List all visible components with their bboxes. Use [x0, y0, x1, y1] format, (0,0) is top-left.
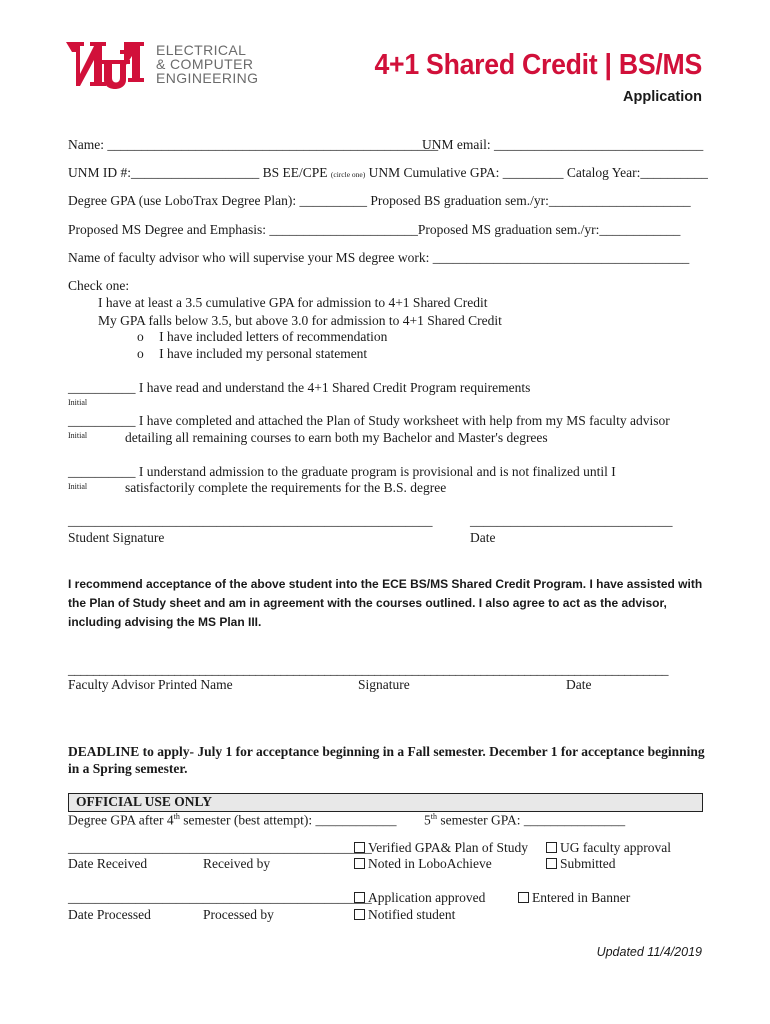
initial-item-3[interactable] [68, 464, 616, 480]
checkbox-icon[interactable] [354, 909, 365, 920]
faculty-advisor-field[interactable]: Name of faculty advisor who will supervise your MS degree work: ______________________________________ [68, 250, 690, 265]
initial-item-3-text-cont: satisfactorily complete the requirements for the B.S. degree [125, 480, 447, 495]
checkbox-icon[interactable] [546, 858, 557, 869]
verified-gpa-label: Verified GPA& Plan of Study [368, 840, 529, 855]
ug-approval-label: UG faculty approval [560, 840, 671, 855]
student-signature-label: Student Signature [68, 530, 165, 545]
checkbox-icon[interactable] [354, 858, 365, 869]
gpa-option-1[interactable] [88, 295, 488, 311]
updated-date: Updated 11/4/2019 [596, 945, 702, 959]
submitted-checkbox[interactable] [546, 856, 616, 872]
checkbox-icon[interactable] [354, 892, 365, 903]
unm-email-field[interactable]: UNM email: _______________________________ [422, 137, 704, 152]
faculty-signature-label: Signature [358, 677, 410, 692]
processed-by-label: Processed by [203, 907, 274, 922]
sub-option-statement [137, 346, 367, 362]
deadline-text: DEADLINE to apply- July 1 for acceptance beginning in a Fall semester. December 1 for acceptance beginning in a Spring semester. [68, 744, 705, 776]
sub-option-letters-label: I have included letters of recommendation [159, 329, 388, 344]
unm-logo [64, 40, 284, 96]
ordinal-suffix: th [430, 812, 437, 821]
unm-id-field[interactable] [68, 165, 708, 181]
notified-student-checkbox[interactable] [354, 907, 455, 923]
noted-loboachieve-label: Noted in LoboAchieve [368, 856, 492, 871]
gpa-after-4th-field[interactable] [68, 812, 397, 829]
submitted-label: Submitted [560, 856, 616, 871]
student-date-line[interactable]: ______________________________ [470, 513, 673, 528]
official-use-title: OFFICIAL USE ONLY [76, 794, 213, 809]
logo-line-3: ENGINEERING [156, 70, 259, 86]
checkbox-icon[interactable] [546, 842, 557, 853]
initial-item-2[interactable] [68, 413, 670, 429]
received-by-label: Received by [203, 856, 271, 871]
bullet-icon: o [137, 329, 144, 344]
date-received-line[interactable]: _____________________________________________ [68, 840, 372, 855]
checkbox-icon[interactable] [354, 842, 365, 853]
gpa-5th-rest: semester GPA: _______________ [436, 812, 626, 828]
entered-banner-checkbox[interactable] [518, 890, 630, 906]
gpa-option-2[interactable] [88, 313, 502, 329]
page-title: 4+1 Shared Credit | BS/MS [374, 49, 702, 81]
initial-item-1[interactable] [68, 380, 530, 396]
initial-item-2-text: I have completed and attached the Plan of Study worksheet with help from my MS faculty advisor [138, 413, 670, 428]
entered-banner-label: Entered in Banner [532, 890, 631, 905]
unm-id-label: UNM ID #:___________________ BS EE/CPE [68, 165, 328, 180]
date-received-label: Date Received [68, 856, 148, 871]
gpa-after-4th-rest: semester (best attempt): ____________ [179, 812, 397, 828]
checkbox-icon[interactable] [518, 892, 529, 903]
date-processed-label: Date Processed [68, 907, 151, 922]
initial-blank[interactable]: __________ [68, 413, 136, 428]
page-subtitle: Application [623, 89, 702, 105]
name-field[interactable]: Name: _________________________________________________ [68, 137, 439, 152]
logo-line-2: & COMPUTER [156, 56, 254, 72]
initial-blank[interactable]: __________ [68, 380, 136, 395]
recommend-text: I recommend acceptance of the above student into the ECE BS/MS Shared Credit Program. I have assisted with the Plan of Study sheet and am in agreement with the courses outlined. I also agree to act as the advisor, including advising the MS Plan III. [68, 577, 703, 629]
gpa-option-2-label: My GPA falls below 3.5, but above 3.0 for admission to 4+1 Shared Credit [98, 313, 502, 328]
student-date-label: Date [470, 530, 496, 545]
initial-label: Initial [68, 398, 88, 407]
gpa-after-4th-label: Degree GPA after 4 [68, 812, 174, 828]
faculty-date-label: Date [566, 677, 592, 692]
gpa-5th-field[interactable] [424, 812, 625, 829]
ug-approval-checkbox[interactable] [546, 840, 671, 856]
initial-label: Initial [68, 482, 88, 491]
faculty-signature-line[interactable]: ________________________________________________________________________________________________ [68, 662, 668, 677]
initial-item-2-text-cont: detailing all remaining courses to earn both my Bachelor and Master's degrees [125, 430, 548, 445]
notified-student-label: Notified student [368, 907, 456, 922]
initial-label: Initial [68, 431, 88, 440]
bullet-icon: o [137, 346, 144, 361]
app-approved-checkbox[interactable] [354, 890, 485, 906]
student-signature-line[interactable]: ______________________________________________________ [68, 513, 433, 528]
sub-option-letters [137, 329, 387, 345]
date-processed-line[interactable]: _____________________________________________ [68, 890, 372, 905]
gpa-option-1-label: I have at least a 3.5 cumulative GPA for admission to 4+1 Shared Credit [98, 295, 488, 310]
ordinal-suffix: th [173, 812, 180, 821]
fifth-number: 5 [424, 812, 431, 828]
app-approved-label: Application approved [368, 890, 486, 905]
unm-logo-icon [64, 40, 148, 92]
initial-blank[interactable]: __________ [68, 464, 136, 479]
degree-gpa-field[interactable]: Degree GPA (use LoboTrax Degree Plan): __________ Proposed BS graduation sem./yr:_____________________ [68, 193, 691, 208]
initial-item-1-text: I have read and understand the 4+1 Shared Credit Program requirements [138, 380, 531, 395]
sub-option-statement-label: I have included my personal statement [159, 346, 368, 361]
cum-gpa-field[interactable]: UNM Cumulative GPA: _________ Catalog Year:__________ [368, 165, 708, 180]
logo-line-1: ELECTRICAL [156, 42, 247, 58]
ms-degree-field[interactable]: Proposed MS Degree and Emphasis: ______________________Proposed MS graduation sem./yr:____________ [68, 222, 681, 237]
initial-item-3-text: I understand admission to the graduate program is provisional and is not finalized until I [138, 464, 616, 479]
check-one-label: Check one: [68, 278, 130, 293]
faculty-printed-name-label: Faculty Advisor Printed Name [68, 677, 233, 692]
verified-gpa-checkbox[interactable] [354, 840, 528, 856]
circle-one-note: (circle one) [330, 170, 366, 179]
noted-loboachieve-checkbox[interactable] [354, 856, 492, 872]
